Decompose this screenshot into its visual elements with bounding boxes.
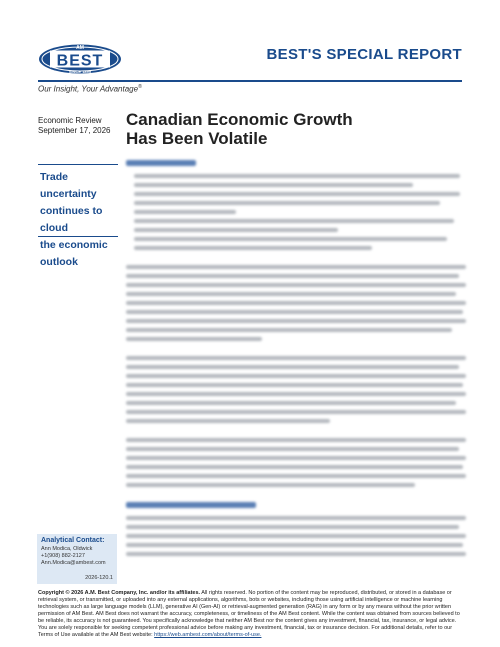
document-date: September 17, 2026 [38,126,111,135]
analytical-contact-box [37,534,117,584]
header-rule [38,80,462,82]
logo-since-text: SINCE 1899 [68,69,92,74]
callout-line: Trade uncertainty [40,171,97,200]
tagline [38,84,142,94]
callout-line: outlook [40,256,78,268]
copyright-footer [38,590,464,639]
report-code: 2026-120.1 [85,575,113,581]
logo-best-text: BEST [56,52,104,70]
callout-line: continues to cloud [40,205,103,234]
callout-bottom-rule [38,236,118,237]
am-best-logo [38,42,122,76]
terms-of-use-link[interactable]: https://web.ambest.com/about/terms-of-use. [154,632,262,638]
registered-mark: ® [138,84,142,90]
document-type: Economic Review [38,116,102,125]
callout-top-rule [38,164,118,165]
contact-email[interactable]: Ann.Modica@ambest.com [41,560,106,566]
copyright-text: All rights reserved. No portion of the content may be reproduced, distributed, or stored in a database or retrieval system, or transmitted, or uploaded into any external applications, algorithms, bots or websites, including those using artificial intelligence or machine learning technologies such as large language models (LLM), generative AI (Gen-AI) or retrieval-augmented generation (RAG) in any form or by any means without the prior written permission of AM Best. AM Best does not warrant the accuracy, completeness, or timeliness of the AM Best content. While the content was obtained from sources believed to be reliable, its accuracy is not guaranteed. You specifically acknowledge that neither AM Best nor the content gives any investment, financial, tax, insurance, or legal advice. You are solely responsible for seeking competent professional advice before making any investment, financial, tax or insurance decision. For additional details, refer to our Terms of Use available at the AM Best website: [38,590,460,638]
callout-line: the economic [40,239,108,251]
tagline-text: Our Insight, Your Advantage [38,84,139,94]
contact-phone: +1(908) 882-2127 [41,553,85,559]
blurred-body-text [126,160,466,580]
contact-name: Ann Modica, Oldwick [41,546,93,552]
page-title [126,110,386,148]
title-line-1: Canadian Economic Growth [126,110,353,129]
sidebar-callout [40,169,120,271]
report-title: BEST'S SPECIAL REPORT [266,46,462,63]
title-line-2: Has Been Volatile [126,129,268,148]
logo-am-text: AM [76,45,84,51]
copyright-line: Copyright © 2026 A.M. Best Company, Inc. and/or its affiliates. [38,590,201,596]
contact-label: Analytical Contact: [41,537,105,544]
